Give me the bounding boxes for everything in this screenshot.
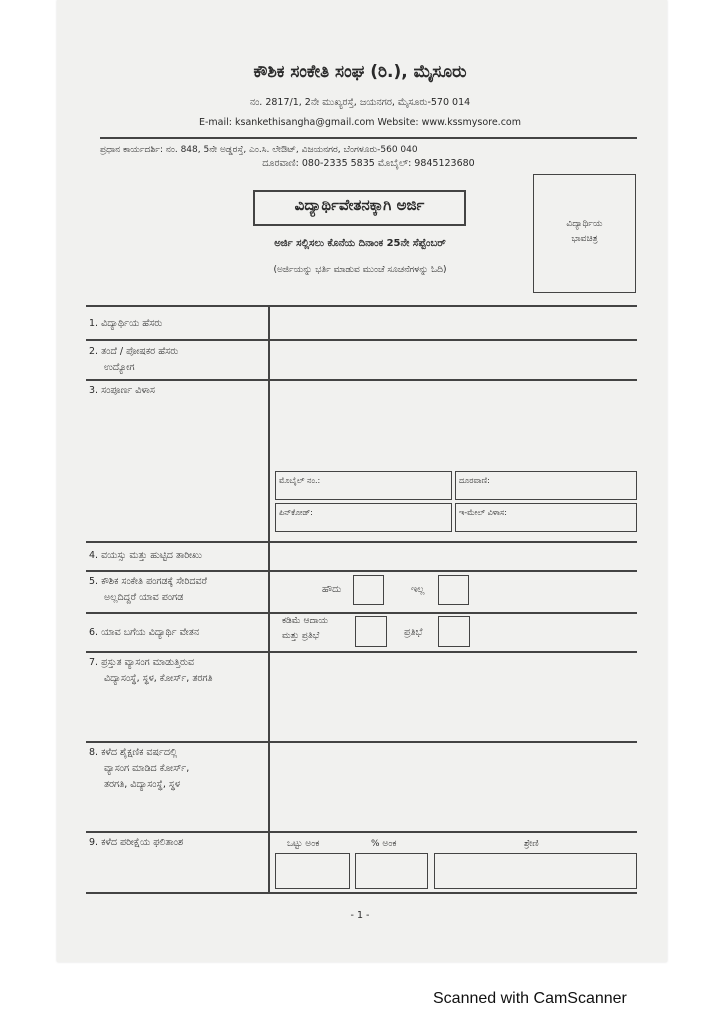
student-name-input[interactable] <box>270 307 636 338</box>
page-number: - 1 - <box>350 910 370 921</box>
label-occupation: ಉದ್ಯೋಗ <box>104 362 135 373</box>
org-contact: E-mail: ksankethisangha@gmail.com Website: www.kssmysore.com <box>198 117 521 128</box>
label-previous-course: ವ್ಯಾಸಂಗ ಮಾಡಿದ ಕೋರ್ಸ್, <box>104 763 190 774</box>
row-line <box>86 612 637 614</box>
secretary-address: ಪ್ರಧಾನ ಕಾರ್ಯದರ್ಶಿ: ನಂ. 848, 5ನೇ ಅಡ್ಡರಸ್ತೆ, ಎಂ.ಸಿ. ಲೇಔಟ್, ವಿಜಯನಗರ, ಬೆಂಗಳೂರು-560 040 <box>100 145 418 155</box>
label-previous-institution: ತರಗತಿ, ವಿದ್ಯಾಸಂಸ್ಥೆ, ಸ್ಥಳ <box>104 779 181 790</box>
label-current-study-detail: ವಿದ್ಯಾಸಂಸ್ಥೆ, ಸ್ಥಳ, ಕೋರ್ಸ್, ತರಗತಿ <box>104 673 213 684</box>
address-input[interactable] <box>270 381 636 467</box>
low-income-label-2: ಮತ್ತು ಪ್ರತಿಭೆ <box>282 631 320 641</box>
label-full-address: 3. ಸಂಪೂರ್ಣ ವಿಳಾಸ <box>89 385 155 396</box>
header-divider <box>100 137 637 139</box>
total-marks-input[interactable] <box>275 853 350 889</box>
grade-label: ಶ್ರೇಣಿ <box>524 839 539 849</box>
table-bottom-line <box>86 892 637 894</box>
label-scholarship-type: 6. ಯಾವ ಬಗೆಯ ವಿದ್ಯಾರ್ಥಿ ವೇತನ <box>89 627 200 638</box>
low-income-checkbox[interactable] <box>355 616 387 647</box>
low-income-label: ಕಡಿಮೆ ಆದಾಯ <box>282 616 329 626</box>
label-current-study: 7. ಪ್ರಸ್ತುತ ವ್ಯಾಸಂಗ ಮಾಡುತ್ತಿರುವ <box>89 657 195 668</box>
label-parent-name: 2. ತಂದೆ / ಪೋಷಕರ ಹೆಸರು <box>89 346 179 357</box>
grade-input[interactable] <box>434 853 637 889</box>
org-name: ಕೌಶಿಕ ಸಂಕೇತಿ ಸಂಘ (ರಿ.), ಮೈಸೂರು <box>253 62 467 82</box>
previous-study-input[interactable] <box>270 743 636 830</box>
pincode-label: ಪಿನ್‌ಕೋಡ್: <box>279 508 313 517</box>
merit-label: ಪ್ರತಿಭೆ <box>404 627 423 638</box>
yes-label: ಹೌದು <box>322 584 342 595</box>
instruction: (ಅರ್ಜಿಯನ್ನು ಭರ್ತಿ ಮಾಡುವ ಮುಂಚೆ ಸೂಚನೆಗಳನ್ನು ಓದಿ) <box>273 265 447 275</box>
landline-label: ದೂರವಾಣಿ: <box>459 476 490 485</box>
age-dob-input[interactable] <box>270 543 636 569</box>
no-label: ಇಲ್ಲ <box>411 584 425 595</box>
row-line <box>86 570 637 572</box>
label-age-dob: 4. ವಯಸ್ಸು ಮತ್ತು ಹುಟ್ಟಿದ ತಾರೀಖು <box>89 550 202 561</box>
camscanner-watermark: Scanned with CamScanner <box>433 990 627 1007</box>
label-student-name: 1. ವಿದ್ಯಾರ್ಥಿಯ ಹೆಸರು <box>89 318 163 329</box>
merit-checkbox[interactable] <box>438 616 470 647</box>
current-study-input[interactable] <box>270 653 636 740</box>
deadline: ಅರ್ಜಿ ಸಲ್ಲಿಸಲು ಕೊನೆಯ ದಿನಾಂಕ 25ನೇ ಸೆಪ್ಟೆಂಬರ್ <box>274 238 446 249</box>
no-checkbox[interactable] <box>438 575 469 605</box>
row-line <box>86 831 637 833</box>
email-label: ಇ-ಮೇಲ್ ವಿಳಾಸ: <box>459 508 507 517</box>
org-phone: ದೂರವಾಣಿ: 080-2335 5835 ಮೊಬೈಲ್: 9845123680 <box>262 158 475 169</box>
parent-name-input[interactable] <box>270 341 636 378</box>
percent-input[interactable] <box>355 853 428 889</box>
form-title: ವಿದ್ಯಾರ್ಥಿವೇತನಕ್ಕಾಗಿ ಅರ್ಜಿ <box>294 196 425 214</box>
photo-label-1: ವಿದ್ಯಾರ್ಥಿಯ <box>566 219 603 229</box>
total-marks-label: ಒಟ್ಟು ಅಂಕ <box>287 839 320 849</box>
label-exam-result: 9. ಕಳೆದ ಪರೀಕ್ಷೆಯ ಫಲಿತಾಂಶ <box>89 837 184 848</box>
label-community: 5. ಕೌಶಿಕ ಸಂಕೇತಿ ಪಂಗಡಕ್ಕೆ ಸೇರಿದವರೆ <box>89 576 207 587</box>
percent-label: % ಅಂಕ <box>371 839 397 849</box>
org-address: ನಂ. 2817/1, 2ನೇ ಮುಖ್ಯರಸ್ತೆ, ಜಯನಗರ, ಮೈಸೂರು-570 014 <box>249 97 471 108</box>
yes-checkbox[interactable] <box>353 575 384 605</box>
photo-label-2: ಭಾವಚಿತ್ರ <box>571 234 598 244</box>
label-previous-year: 8. ಕಳೆದ ಶೈಕ್ಷಣಿಕ ವರ್ಷದಲ್ಲಿ <box>89 747 178 758</box>
mobile-label: ಮೊಬೈಲ್ ನಂ.: <box>279 476 321 485</box>
label-other-community: ಅಲ್ಲದಿದ್ದರೆ ಯಾವ ಪಂಗಡ <box>104 592 184 603</box>
